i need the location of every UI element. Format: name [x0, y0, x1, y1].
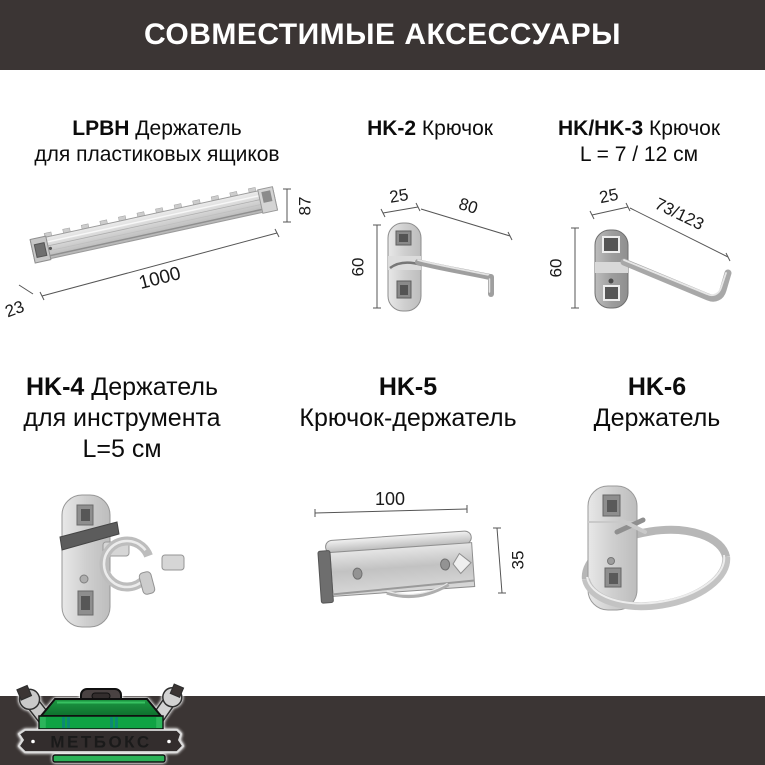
- dim-label-plate-height: 60: [546, 258, 566, 278]
- product-name: Крючок: [649, 117, 721, 140]
- product-title-hk4: [2, 372, 242, 465]
- dim-label-length: 80: [456, 194, 481, 218]
- tool-holder-icon: [60, 495, 184, 627]
- dim-height: [283, 189, 314, 222]
- dim-plate-height: [348, 225, 381, 308]
- dim-length: [630, 194, 730, 261]
- title-line: [330, 116, 530, 142]
- product-title-hk5: [283, 372, 533, 434]
- plaque-dot-left: [31, 740, 35, 744]
- ring-holder-icon: [586, 486, 726, 610]
- title-line: [17, 116, 297, 142]
- product-code: HK-6: [627, 373, 687, 401]
- hk3-hook-drawing: [540, 180, 740, 325]
- product-name: Держатель: [91, 373, 218, 401]
- rail-icon: [29, 184, 277, 263]
- dim-label-length: 1000: [136, 263, 183, 294]
- product-title-hk3: [529, 116, 749, 168]
- dim-label-length: 73/123: [651, 194, 707, 235]
- dim-depth: [3, 285, 33, 321]
- plaque-dot-right: [167, 740, 171, 744]
- lpbh-rail-drawing: [0, 175, 330, 325]
- page-title: СОВМЕСТИМЫЕ АКСЕССУАРЫ: [143, 18, 622, 51]
- rail-holder-icon: [317, 531, 475, 604]
- hk6-holder-image: [565, 470, 765, 628]
- title-line: для инструмента: [23, 404, 221, 432]
- brand-logo: [5, 686, 197, 764]
- product-name: Держатель: [135, 117, 242, 140]
- logo-green-bar: [53, 755, 165, 762]
- product-name: Крючок: [421, 117, 493, 140]
- title-line: [2, 372, 242, 403]
- hk2-hook-drawing: [340, 180, 525, 330]
- hook-icon: [595, 230, 728, 308]
- hk4-holder-image: [45, 480, 205, 635]
- product-code: HK-2: [367, 117, 417, 140]
- title-line: L = 7 / 12 см: [579, 143, 699, 166]
- hk5-holder-drawing: [295, 480, 530, 620]
- dim-label-depth: 23: [2, 296, 27, 322]
- dim-plate-height: [546, 228, 579, 308]
- dim-label-length: 100: [374, 488, 406, 509]
- dim-length: [421, 194, 512, 240]
- product-title-hk6: [547, 372, 765, 434]
- dim-plate-width: [590, 185, 630, 219]
- title-line: [283, 372, 533, 403]
- product-title-lpbh: [17, 116, 297, 168]
- dim-plate-width: [381, 185, 420, 217]
- product-title-hk2: [330, 116, 530, 142]
- title-line: L=5 см: [82, 435, 162, 463]
- title-line: Крючок-держатель: [299, 404, 517, 432]
- dim-label-height: 35: [508, 550, 528, 570]
- brand-plaque: [19, 730, 183, 752]
- title-line: [547, 372, 765, 403]
- dim-label-plate-width: 25: [597, 184, 620, 208]
- brand-text: МЕТБОКС: [50, 732, 152, 752]
- title-line: для пластиковых ящиков: [34, 143, 280, 166]
- product-code: HK-5: [378, 373, 438, 401]
- title-line: [529, 116, 749, 142]
- product-code: HK/HK-3: [557, 117, 644, 140]
- dim-length: [315, 489, 467, 517]
- dim-label-plate-width: 25: [388, 185, 410, 207]
- dim-label-height: 87: [295, 196, 315, 216]
- title-line: Держатель: [593, 404, 721, 432]
- toolbox-icon: [39, 689, 163, 729]
- dim-height: [493, 528, 527, 593]
- product-code: HK-4: [26, 373, 85, 401]
- hook-icon: [388, 223, 491, 311]
- product-code: LPBH: [72, 117, 130, 140]
- dim-label-plate-height: 60: [348, 257, 368, 277]
